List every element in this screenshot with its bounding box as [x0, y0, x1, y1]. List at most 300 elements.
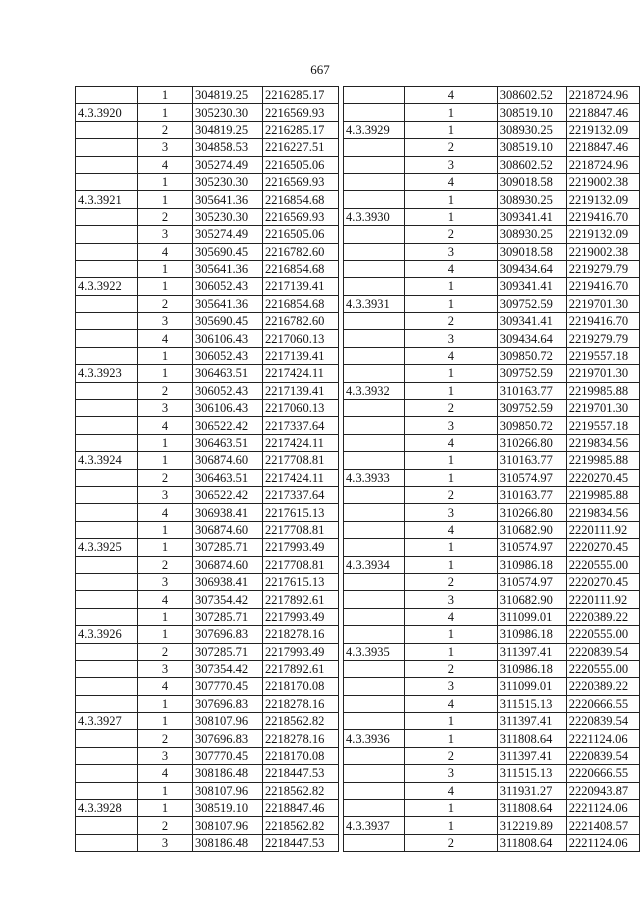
point-number-cell: 2: [138, 121, 193, 138]
y-coordinate-cell: 2217337.64: [263, 417, 339, 434]
table-row: [344, 365, 640, 382]
point-number-cell: 4: [138, 591, 193, 608]
y-coordinate-cell: 2218724.96: [566, 87, 639, 104]
section-cell: [76, 260, 138, 277]
table-row: [344, 156, 640, 173]
x-coordinate-cell: 311808.64: [497, 834, 566, 851]
x-coordinate-cell: 307770.45: [193, 747, 263, 764]
y-coordinate-cell: 2216505.06: [263, 156, 339, 173]
section-cell: 4.3.3920: [76, 104, 138, 121]
section-cell: [344, 87, 405, 104]
y-coordinate-cell: 2219416.70: [566, 278, 639, 295]
x-coordinate-cell: 309018.58: [497, 243, 566, 260]
section-cell: [344, 278, 405, 295]
table-row: [76, 591, 339, 608]
x-coordinate-cell: 308519.10: [193, 800, 263, 817]
y-coordinate-cell: 2220111.92: [566, 521, 639, 538]
table-row: [76, 173, 339, 190]
y-coordinate-cell: 2216569.93: [263, 104, 339, 121]
x-coordinate-cell: 310574.97: [497, 539, 566, 556]
section-cell: [344, 608, 405, 625]
table-row: [344, 660, 640, 677]
table-row: [76, 713, 339, 730]
y-coordinate-cell: 2217708.81: [263, 521, 339, 538]
x-coordinate-cell: 307285.71: [193, 539, 263, 556]
point-number-cell: 1: [404, 469, 497, 486]
x-coordinate-cell: 310574.97: [497, 469, 566, 486]
page-number: 667: [310, 62, 330, 77]
x-coordinate-cell: 308107.96: [193, 817, 263, 834]
point-number-cell: 4: [404, 87, 497, 104]
x-coordinate-cell: 311931.27: [497, 782, 566, 799]
x-coordinate-cell: 310163.77: [497, 452, 566, 469]
x-coordinate-cell: 311808.64: [497, 730, 566, 747]
point-number-cell: 3: [138, 139, 193, 156]
x-coordinate-cell: 305641.36: [193, 295, 263, 312]
section-cell: 4.3.3926: [76, 626, 138, 643]
table-row: [344, 695, 640, 712]
y-coordinate-cell: 2218847.46: [263, 800, 339, 817]
table-row: [76, 226, 339, 243]
section-cell: 4.3.3931: [344, 295, 405, 312]
y-coordinate-cell: 2217615.13: [263, 504, 339, 521]
x-coordinate-cell: 306463.51: [193, 365, 263, 382]
table-row: [344, 417, 640, 434]
section-cell: 4.3.3934: [344, 556, 405, 573]
table-row: [344, 330, 640, 347]
point-number-cell: 4: [138, 678, 193, 695]
x-coordinate-cell: 308519.10: [497, 139, 566, 156]
y-coordinate-cell: 2217993.49: [263, 608, 339, 625]
x-coordinate-cell: 305230.30: [193, 104, 263, 121]
y-coordinate-cell: 2217424.11: [263, 365, 339, 382]
point-number-cell: 1: [138, 87, 193, 104]
section-cell: [76, 469, 138, 486]
x-coordinate-cell: 306522.42: [193, 486, 263, 503]
y-coordinate-cell: 2218278.16: [263, 695, 339, 712]
table-row: [76, 347, 339, 364]
section-cell: [76, 608, 138, 625]
x-coordinate-cell: 307696.83: [193, 695, 263, 712]
y-coordinate-cell: 2220555.00: [566, 660, 639, 677]
section-cell: [76, 747, 138, 764]
x-coordinate-cell: 309752.59: [497, 295, 566, 312]
section-cell: [76, 121, 138, 138]
y-coordinate-cell: 2219557.18: [566, 347, 639, 364]
section-cell: 4.3.3925: [76, 539, 138, 556]
table-row: [344, 469, 640, 486]
x-coordinate-cell: 308930.25: [497, 226, 566, 243]
y-coordinate-cell: 2219002.38: [566, 173, 639, 190]
point-number-cell: 1: [138, 782, 193, 799]
section-cell: [76, 139, 138, 156]
section-cell: [344, 139, 405, 156]
section-cell: [76, 382, 138, 399]
section-cell: 4.3.3936: [344, 730, 405, 747]
table-row: [76, 434, 339, 451]
y-coordinate-cell: 2218562.82: [263, 817, 339, 834]
table-row: [344, 678, 640, 695]
table-row: [344, 539, 640, 556]
table-row: [76, 608, 339, 625]
section-cell: [76, 765, 138, 782]
y-coordinate-cell: 2218278.16: [263, 730, 339, 747]
y-coordinate-cell: 2216782.60: [263, 313, 339, 330]
point-number-cell: 4: [404, 695, 497, 712]
point-number-cell: 3: [404, 243, 497, 260]
point-number-cell: 4: [404, 434, 497, 451]
y-coordinate-cell: 2219279.79: [566, 260, 639, 277]
x-coordinate-cell: 309341.41: [497, 278, 566, 295]
y-coordinate-cell: 2220555.00: [566, 626, 639, 643]
point-number-cell: 3: [138, 834, 193, 851]
point-number-cell: 1: [404, 208, 497, 225]
point-number-cell: 3: [138, 313, 193, 330]
y-coordinate-cell: 2217139.41: [263, 278, 339, 295]
y-coordinate-cell: 2220270.45: [566, 573, 639, 590]
point-number-cell: 2: [404, 139, 497, 156]
x-coordinate-cell: 308519.10: [497, 104, 566, 121]
point-number-cell: 1: [138, 626, 193, 643]
table-row: [344, 278, 640, 295]
table-row: [76, 400, 339, 417]
x-coordinate-cell: 310163.77: [497, 486, 566, 503]
x-coordinate-cell: 308107.96: [193, 782, 263, 799]
section-cell: [76, 504, 138, 521]
x-coordinate-cell: 311808.64: [497, 800, 566, 817]
table-row: [344, 260, 640, 277]
x-coordinate-cell: 306874.60: [193, 521, 263, 538]
point-number-cell: 1: [404, 713, 497, 730]
x-coordinate-cell: 306463.51: [193, 434, 263, 451]
x-coordinate-cell: 309850.72: [497, 417, 566, 434]
y-coordinate-cell: 2217708.81: [263, 556, 339, 573]
point-number-cell: 4: [404, 608, 497, 625]
coordinate-table-left: [75, 86, 339, 852]
point-number-cell: 4: [138, 330, 193, 347]
section-cell: [76, 695, 138, 712]
table-row: [76, 139, 339, 156]
section-cell: [344, 539, 405, 556]
y-coordinate-cell: 2216782.60: [263, 243, 339, 260]
y-coordinate-cell: 2217892.61: [263, 591, 339, 608]
point-number-cell: 1: [404, 556, 497, 573]
table-row: [76, 295, 339, 312]
point-number-cell: 1: [138, 260, 193, 277]
point-number-cell: 1: [404, 626, 497, 643]
section-cell: [344, 800, 405, 817]
x-coordinate-cell: 309434.64: [497, 330, 566, 347]
y-coordinate-cell: 2216285.17: [263, 121, 339, 138]
y-coordinate-cell: 2219834.56: [566, 434, 639, 451]
table-row: [76, 452, 339, 469]
y-coordinate-cell: 2218278.16: [263, 626, 339, 643]
section-cell: [344, 226, 405, 243]
point-number-cell: 3: [404, 330, 497, 347]
point-number-cell: 3: [404, 765, 497, 782]
y-coordinate-cell: 2218847.46: [566, 139, 639, 156]
table-row: [76, 521, 339, 538]
section-cell: [344, 417, 405, 434]
y-coordinate-cell: 2217892.61: [263, 660, 339, 677]
y-coordinate-cell: 2220943.87: [566, 782, 639, 799]
y-coordinate-cell: 2220270.45: [566, 469, 639, 486]
y-coordinate-cell: 2219834.56: [566, 504, 639, 521]
section-cell: [76, 313, 138, 330]
table-row: [344, 173, 640, 190]
x-coordinate-cell: 310574.97: [497, 573, 566, 590]
table-row: [76, 817, 339, 834]
section-cell: [344, 104, 405, 121]
y-coordinate-cell: 2217993.49: [263, 539, 339, 556]
section-cell: [344, 747, 405, 764]
table-row: [344, 504, 640, 521]
y-coordinate-cell: 2216569.93: [263, 208, 339, 225]
x-coordinate-cell: 309341.41: [497, 313, 566, 330]
point-number-cell: 3: [138, 660, 193, 677]
point-number-cell: 3: [404, 417, 497, 434]
table-row: [344, 573, 640, 590]
y-coordinate-cell: 2220111.92: [566, 591, 639, 608]
table-row: [76, 417, 339, 434]
y-coordinate-cell: 2220666.55: [566, 765, 639, 782]
y-coordinate-cell: 2218447.53: [263, 834, 339, 851]
point-number-cell: 1: [404, 817, 497, 834]
table-row: [76, 260, 339, 277]
section-cell: [344, 347, 405, 364]
table-row: [76, 695, 339, 712]
x-coordinate-cell: 309752.59: [497, 365, 566, 382]
section-cell: [344, 191, 405, 208]
x-coordinate-cell: 310986.18: [497, 626, 566, 643]
section-cell: [344, 173, 405, 190]
x-coordinate-cell: 306106.43: [193, 330, 263, 347]
y-coordinate-cell: 2219132.09: [566, 191, 639, 208]
y-coordinate-cell: 2220389.22: [566, 608, 639, 625]
section-cell: [344, 573, 405, 590]
section-cell: 4.3.3921: [76, 191, 138, 208]
x-coordinate-cell: 311099.01: [497, 678, 566, 695]
point-number-cell: 2: [404, 573, 497, 590]
y-coordinate-cell: 2220839.54: [566, 747, 639, 764]
point-number-cell: 4: [138, 765, 193, 782]
x-coordinate-cell: 305274.49: [193, 226, 263, 243]
point-number-cell: 2: [138, 817, 193, 834]
x-coordinate-cell: 311397.41: [497, 643, 566, 660]
y-coordinate-cell: 2217139.41: [263, 347, 339, 364]
table-row: [344, 139, 640, 156]
section-cell: [76, 243, 138, 260]
x-coordinate-cell: 307354.42: [193, 660, 263, 677]
point-number-cell: 4: [138, 156, 193, 173]
table-row: [76, 87, 339, 104]
point-number-cell: 2: [404, 400, 497, 417]
section-cell: [344, 695, 405, 712]
section-cell: 4.3.3930: [344, 208, 405, 225]
x-coordinate-cell: 307770.45: [193, 678, 263, 695]
point-number-cell: 4: [404, 260, 497, 277]
y-coordinate-cell: 2217424.11: [263, 469, 339, 486]
table-row: [344, 643, 640, 660]
table-row: [344, 400, 640, 417]
section-cell: [344, 313, 405, 330]
point-number-cell: 2: [138, 469, 193, 486]
table-row: [76, 834, 339, 851]
section-cell: [76, 208, 138, 225]
x-coordinate-cell: 309850.72: [497, 347, 566, 364]
table-row: [344, 121, 640, 138]
section-cell: [76, 817, 138, 834]
section-cell: [76, 486, 138, 503]
table-row: [344, 713, 640, 730]
point-number-cell: 4: [404, 347, 497, 364]
y-coordinate-cell: 2216569.93: [263, 173, 339, 190]
table-row: [76, 469, 339, 486]
section-cell: [344, 452, 405, 469]
section-cell: [344, 156, 405, 173]
x-coordinate-cell: 308186.48: [193, 834, 263, 851]
table-row: [76, 313, 339, 330]
x-coordinate-cell: 306052.43: [193, 347, 263, 364]
section-cell: [76, 87, 138, 104]
section-cell: [344, 365, 405, 382]
section-cell: [344, 521, 405, 538]
table-row: [76, 121, 339, 138]
point-number-cell: 3: [138, 400, 193, 417]
x-coordinate-cell: 305641.36: [193, 191, 263, 208]
section-cell: [76, 173, 138, 190]
table-row: [76, 539, 339, 556]
point-number-cell: 3: [404, 678, 497, 695]
y-coordinate-cell: 2219279.79: [566, 330, 639, 347]
x-coordinate-cell: 311515.13: [497, 695, 566, 712]
y-coordinate-cell: 2216505.06: [263, 226, 339, 243]
point-number-cell: 1: [404, 295, 497, 312]
point-number-cell: 1: [404, 643, 497, 660]
point-number-cell: 1: [404, 382, 497, 399]
point-number-cell: 1: [138, 608, 193, 625]
table-row: [76, 504, 339, 521]
y-coordinate-cell: 2221124.06: [566, 834, 639, 851]
table-row: [344, 452, 640, 469]
point-number-cell: 1: [138, 434, 193, 451]
section-cell: 4.3.3935: [344, 643, 405, 660]
point-number-cell: 1: [404, 800, 497, 817]
table-row: [76, 800, 339, 817]
y-coordinate-cell: 2221124.06: [566, 800, 639, 817]
section-cell: [344, 504, 405, 521]
point-number-cell: 4: [404, 782, 497, 799]
table-row: [76, 730, 339, 747]
x-coordinate-cell: 309341.41: [497, 208, 566, 225]
x-coordinate-cell: 306463.51: [193, 469, 263, 486]
point-number-cell: 4: [404, 173, 497, 190]
section-cell: [344, 782, 405, 799]
table-row: [76, 278, 339, 295]
section-cell: [344, 678, 405, 695]
section-cell: [76, 573, 138, 590]
y-coordinate-cell: 2217060.13: [263, 330, 339, 347]
point-number-cell: 2: [404, 313, 497, 330]
y-coordinate-cell: 2217139.41: [263, 382, 339, 399]
y-coordinate-cell: 2219985.88: [566, 486, 639, 503]
section-cell: 4.3.3922: [76, 278, 138, 295]
point-number-cell: 1: [138, 104, 193, 121]
y-coordinate-cell: 2219985.88: [566, 382, 639, 399]
point-number-cell: 2: [138, 208, 193, 225]
x-coordinate-cell: 309434.64: [497, 260, 566, 277]
section-cell: [344, 434, 405, 451]
section-cell: 4.3.3927: [76, 713, 138, 730]
y-coordinate-cell: 2217424.11: [263, 434, 339, 451]
point-number-cell: 1: [138, 365, 193, 382]
table-row: [344, 521, 640, 538]
y-coordinate-cell: 2218170.08: [263, 678, 339, 695]
section-cell: [76, 834, 138, 851]
point-number-cell: 1: [138, 347, 193, 364]
x-coordinate-cell: 306938.41: [193, 573, 263, 590]
table-row: [344, 626, 640, 643]
point-number-cell: 3: [404, 504, 497, 521]
x-coordinate-cell: 306938.41: [193, 504, 263, 521]
y-coordinate-cell: 2216227.51: [263, 139, 339, 156]
x-coordinate-cell: 312219.89: [497, 817, 566, 834]
point-number-cell: 1: [138, 521, 193, 538]
table-row: [76, 573, 339, 590]
table-row: [76, 243, 339, 260]
table-row: [76, 747, 339, 764]
section-cell: [76, 434, 138, 451]
section-cell: 4.3.3937: [344, 817, 405, 834]
table-row: [76, 156, 339, 173]
point-number-cell: 3: [138, 486, 193, 503]
x-coordinate-cell: 310163.77: [497, 382, 566, 399]
section-cell: [344, 626, 405, 643]
y-coordinate-cell: 2217615.13: [263, 573, 339, 590]
y-coordinate-cell: 2220839.54: [566, 643, 639, 660]
x-coordinate-cell: 310266.80: [497, 504, 566, 521]
y-coordinate-cell: 2217708.81: [263, 452, 339, 469]
x-coordinate-cell: 311397.41: [497, 747, 566, 764]
point-number-cell: 1: [404, 191, 497, 208]
x-coordinate-cell: 305690.45: [193, 313, 263, 330]
point-number-cell: 2: [404, 660, 497, 677]
y-coordinate-cell: 2219701.30: [566, 295, 639, 312]
section-cell: 4.3.3928: [76, 800, 138, 817]
table-row: [76, 660, 339, 677]
section-cell: [76, 330, 138, 347]
coordinate-table-right-body: [344, 87, 640, 852]
table-row: [344, 382, 640, 399]
x-coordinate-cell: 307285.71: [193, 643, 263, 660]
y-coordinate-cell: 2219701.30: [566, 400, 639, 417]
y-coordinate-cell: 2221124.06: [566, 730, 639, 747]
section-cell: [344, 400, 405, 417]
y-coordinate-cell: 2216285.17: [263, 87, 339, 104]
x-coordinate-cell: 309018.58: [497, 173, 566, 190]
x-coordinate-cell: 310682.90: [497, 591, 566, 608]
point-number-cell: 1: [404, 539, 497, 556]
table-row: [344, 295, 640, 312]
table-row: [344, 556, 640, 573]
x-coordinate-cell: 306522.42: [193, 417, 263, 434]
point-number-cell: 2: [404, 834, 497, 851]
section-cell: [344, 660, 405, 677]
y-coordinate-cell: 2219701.30: [566, 365, 639, 382]
x-coordinate-cell: 306874.60: [193, 556, 263, 573]
x-coordinate-cell: 308930.25: [497, 121, 566, 138]
section-cell: [76, 400, 138, 417]
